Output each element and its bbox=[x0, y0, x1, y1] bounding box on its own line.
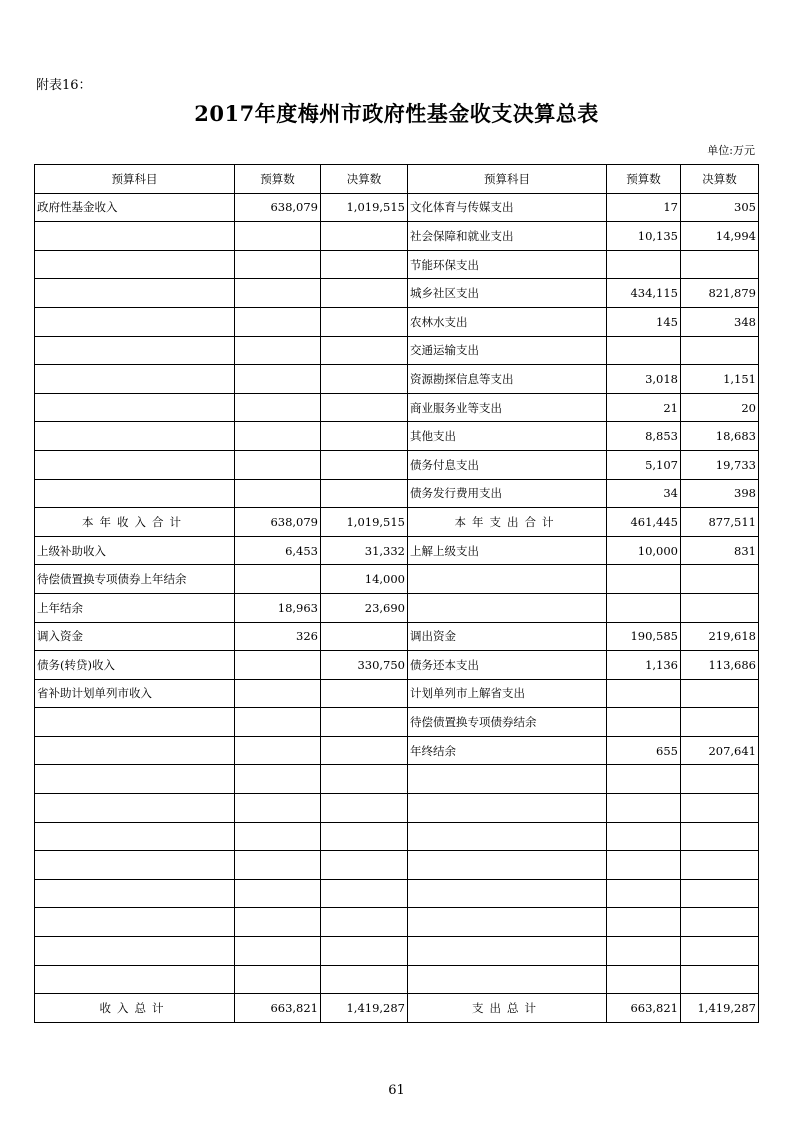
table-row bbox=[35, 765, 759, 794]
expense-item-cell: 债务发行费用支出 bbox=[408, 479, 607, 508]
expense-item-cell bbox=[408, 937, 607, 966]
expense-item-cell: 其他支出 bbox=[408, 422, 607, 451]
expense-budget-cell: 10,135 bbox=[607, 222, 681, 251]
table-row bbox=[35, 736, 759, 765]
expense-item-cell: 文化体育与传媒支出 bbox=[408, 193, 607, 222]
expense-final-cell bbox=[681, 250, 759, 279]
income-item-cell bbox=[35, 479, 235, 508]
income-item-cell: 政府性基金收入 bbox=[35, 193, 235, 222]
expense-budget-cell: 434,115 bbox=[607, 279, 681, 308]
income-final-cell bbox=[321, 250, 408, 279]
expense-final-cell: 398 bbox=[681, 479, 759, 508]
income-budget-cell bbox=[235, 651, 321, 680]
income-item-cell bbox=[35, 965, 235, 994]
expense-item-cell: 债务付息支出 bbox=[408, 450, 607, 479]
expense-budget-cell: 655 bbox=[607, 736, 681, 765]
income-final-cell: 23,690 bbox=[321, 593, 408, 622]
table-row bbox=[35, 593, 759, 622]
income-final-cell: 330,750 bbox=[321, 651, 408, 680]
income-budget-cell bbox=[235, 565, 321, 594]
income-item-cell bbox=[35, 937, 235, 966]
expense-budget-cell bbox=[607, 822, 681, 851]
income-item-cell bbox=[35, 279, 235, 308]
expense-item-cell: 资源勘探信息等支出 bbox=[408, 365, 607, 394]
table-row bbox=[35, 536, 759, 565]
expense-item-cell: 社会保障和就业支出 bbox=[408, 222, 607, 251]
expense-final-cell bbox=[681, 565, 759, 594]
income-budget-cell bbox=[235, 450, 321, 479]
table-row bbox=[35, 279, 759, 308]
expense-final-cell bbox=[681, 336, 759, 365]
income-item-cell bbox=[35, 450, 235, 479]
expense-final-cell bbox=[681, 765, 759, 794]
income-final-cell: 1,019,515 bbox=[321, 508, 408, 537]
income-final-cell bbox=[321, 336, 408, 365]
expense-item-cell: 计划单列市上解省支出 bbox=[408, 679, 607, 708]
table-row bbox=[35, 879, 759, 908]
expense-final-cell bbox=[681, 851, 759, 880]
expense-budget-cell bbox=[607, 336, 681, 365]
expense-item-cell bbox=[408, 794, 607, 823]
expense-final-cell: 305 bbox=[681, 193, 759, 222]
income-item-cell: 本年收入合计 bbox=[35, 508, 235, 537]
expense-budget-cell: 5,107 bbox=[607, 450, 681, 479]
expense-budget-cell: 21 bbox=[607, 393, 681, 422]
table-row bbox=[35, 679, 759, 708]
expense-item-cell: 城乡社区支出 bbox=[408, 279, 607, 308]
expense-budget-cell bbox=[607, 965, 681, 994]
income-budget-cell bbox=[235, 937, 321, 966]
expense-item-cell bbox=[408, 565, 607, 594]
income-budget-cell bbox=[235, 765, 321, 794]
header-expense-item: 预算科目 bbox=[408, 165, 607, 194]
expense-budget-cell bbox=[607, 565, 681, 594]
table-header-row bbox=[35, 165, 759, 194]
table-row bbox=[35, 908, 759, 937]
income-budget-cell: 18,963 bbox=[235, 593, 321, 622]
income-final-cell bbox=[321, 679, 408, 708]
expense-final-cell bbox=[681, 593, 759, 622]
table-row bbox=[35, 422, 759, 451]
income-final-cell bbox=[321, 708, 408, 737]
expense-budget-cell bbox=[607, 879, 681, 908]
income-final-cell bbox=[321, 450, 408, 479]
table-row bbox=[35, 393, 759, 422]
income-budget-cell bbox=[235, 851, 321, 880]
income-final-cell bbox=[321, 222, 408, 251]
income-final-cell bbox=[321, 393, 408, 422]
income-item-cell: 调入资金 bbox=[35, 622, 235, 651]
expense-item-cell: 商业服务业等支出 bbox=[408, 393, 607, 422]
table-row bbox=[35, 336, 759, 365]
income-budget-cell bbox=[235, 336, 321, 365]
expense-final-cell: 821,879 bbox=[681, 279, 759, 308]
income-item-cell bbox=[35, 708, 235, 737]
table-row bbox=[35, 450, 759, 479]
expense-budget-cell: 190,585 bbox=[607, 622, 681, 651]
expense-budget-cell: 17 bbox=[607, 193, 681, 222]
expense-final-cell bbox=[681, 708, 759, 737]
header-expense-final: 决算数 bbox=[681, 165, 759, 194]
income-item-cell bbox=[35, 422, 235, 451]
income-final-cell bbox=[321, 937, 408, 966]
income-budget-cell bbox=[235, 279, 321, 308]
table-body bbox=[35, 193, 759, 1022]
expense-final-cell bbox=[681, 937, 759, 966]
expense-item-cell bbox=[408, 965, 607, 994]
income-budget-cell bbox=[235, 965, 321, 994]
expense-item-cell bbox=[408, 879, 607, 908]
expense-budget-cell bbox=[607, 679, 681, 708]
income-final-cell bbox=[321, 479, 408, 508]
expense-item-cell: 支出总计 bbox=[408, 994, 607, 1023]
page-number: 61 bbox=[388, 1083, 405, 1098]
income-budget-cell bbox=[235, 679, 321, 708]
expense-item-cell bbox=[408, 765, 607, 794]
table-row bbox=[35, 937, 759, 966]
income-item-cell bbox=[35, 393, 235, 422]
expense-final-cell: 14,994 bbox=[681, 222, 759, 251]
income-item-cell: 省补助计划单列市收入 bbox=[35, 679, 235, 708]
income-item-cell bbox=[35, 851, 235, 880]
table-row bbox=[35, 365, 759, 394]
expense-budget-cell bbox=[607, 908, 681, 937]
income-budget-cell: 638,079 bbox=[235, 508, 321, 537]
income-item-cell bbox=[35, 307, 235, 336]
expense-item-cell bbox=[408, 822, 607, 851]
income-final-cell bbox=[321, 279, 408, 308]
income-final-cell bbox=[321, 822, 408, 851]
income-final-cell bbox=[321, 622, 408, 651]
income-final-cell: 1,419,287 bbox=[321, 994, 408, 1023]
income-budget-cell bbox=[235, 879, 321, 908]
expense-item-cell bbox=[408, 908, 607, 937]
expense-final-cell: 831 bbox=[681, 536, 759, 565]
income-item-cell bbox=[35, 908, 235, 937]
income-budget-cell bbox=[235, 393, 321, 422]
expense-budget-cell bbox=[607, 593, 681, 622]
expense-final-cell bbox=[681, 822, 759, 851]
table-row bbox=[35, 307, 759, 336]
table-row bbox=[35, 994, 759, 1023]
income-final-cell: 31,332 bbox=[321, 536, 408, 565]
income-item-cell bbox=[35, 822, 235, 851]
table-row bbox=[35, 851, 759, 880]
income-final-cell bbox=[321, 422, 408, 451]
table-row bbox=[35, 965, 759, 994]
income-final-cell bbox=[321, 365, 408, 394]
expense-item-cell bbox=[408, 851, 607, 880]
expense-final-cell: 19,733 bbox=[681, 450, 759, 479]
expense-budget-cell bbox=[607, 765, 681, 794]
expense-budget-cell bbox=[607, 794, 681, 823]
expense-final-cell bbox=[681, 794, 759, 823]
page-title: 2017年度梅州市政府性基金收支决算总表 bbox=[194, 101, 599, 126]
income-item-cell bbox=[35, 222, 235, 251]
table-row bbox=[35, 479, 759, 508]
expense-budget-cell bbox=[607, 708, 681, 737]
income-budget-cell: 638,079 bbox=[235, 193, 321, 222]
unit-label: 单位:万元 bbox=[707, 144, 755, 157]
income-final-cell bbox=[321, 851, 408, 880]
income-budget-cell bbox=[235, 222, 321, 251]
expense-final-cell: 877,511 bbox=[681, 508, 759, 537]
income-final-cell bbox=[321, 908, 408, 937]
expense-item-cell: 农林水支出 bbox=[408, 307, 607, 336]
income-budget-cell bbox=[235, 422, 321, 451]
table-row bbox=[35, 250, 759, 279]
expense-budget-cell: 1,136 bbox=[607, 651, 681, 680]
expense-final-cell bbox=[681, 965, 759, 994]
expense-item-cell: 交通运输支出 bbox=[408, 336, 607, 365]
expense-item-cell: 年终结余 bbox=[408, 736, 607, 765]
expense-final-cell: 113,686 bbox=[681, 651, 759, 680]
income-final-cell bbox=[321, 307, 408, 336]
income-budget-cell: 663,821 bbox=[235, 994, 321, 1023]
income-budget-cell bbox=[235, 479, 321, 508]
table-row bbox=[35, 822, 759, 851]
header-income-budget: 预算数 bbox=[235, 165, 321, 194]
table-row bbox=[35, 708, 759, 737]
income-item-cell bbox=[35, 365, 235, 394]
expense-item-cell: 本年支出合计 bbox=[408, 508, 607, 537]
expense-item-cell bbox=[408, 593, 607, 622]
expense-final-cell bbox=[681, 879, 759, 908]
expense-budget-cell: 10,000 bbox=[607, 536, 681, 565]
table-row bbox=[35, 622, 759, 651]
table-row bbox=[35, 794, 759, 823]
expense-final-cell: 18,683 bbox=[681, 422, 759, 451]
income-final-cell bbox=[321, 879, 408, 908]
income-budget-cell bbox=[235, 908, 321, 937]
expense-item-cell: 节能环保支出 bbox=[408, 250, 607, 279]
header-expense-budget: 预算数 bbox=[607, 165, 681, 194]
expense-budget-cell: 461,445 bbox=[607, 508, 681, 537]
income-item-cell bbox=[35, 879, 235, 908]
income-budget-cell bbox=[235, 708, 321, 737]
expense-item-cell: 债务还本支出 bbox=[408, 651, 607, 680]
income-item-cell bbox=[35, 736, 235, 765]
expense-item-cell: 上解上级支出 bbox=[408, 536, 607, 565]
expense-budget-cell bbox=[607, 851, 681, 880]
income-budget-cell: 6,453 bbox=[235, 536, 321, 565]
expense-budget-cell: 34 bbox=[607, 479, 681, 508]
income-item-cell bbox=[35, 336, 235, 365]
expense-budget-cell: 663,821 bbox=[607, 994, 681, 1023]
income-budget-cell: 326 bbox=[235, 622, 321, 651]
income-item-cell: 收入总计 bbox=[35, 994, 235, 1023]
income-final-cell bbox=[321, 794, 408, 823]
expense-final-cell bbox=[681, 908, 759, 937]
budget-table bbox=[34, 164, 759, 1023]
expense-budget-cell bbox=[607, 250, 681, 279]
income-final-cell bbox=[321, 965, 408, 994]
expense-final-cell: 348 bbox=[681, 307, 759, 336]
expense-final-cell: 219,618 bbox=[681, 622, 759, 651]
expense-item-cell: 调出资金 bbox=[408, 622, 607, 651]
expense-final-cell: 20 bbox=[681, 393, 759, 422]
table-row bbox=[35, 508, 759, 537]
income-budget-cell bbox=[235, 365, 321, 394]
income-item-cell: 待偿债置换专项债券上年结余 bbox=[35, 565, 235, 594]
income-budget-cell bbox=[235, 250, 321, 279]
header-income-final: 决算数 bbox=[321, 165, 408, 194]
table-row bbox=[35, 222, 759, 251]
income-budget-cell bbox=[235, 794, 321, 823]
income-item-cell: 债务(转贷)收入 bbox=[35, 651, 235, 680]
income-final-cell: 14,000 bbox=[321, 565, 408, 594]
attachment-label: 附表16： bbox=[36, 78, 92, 93]
income-final-cell: 1,019,515 bbox=[321, 193, 408, 222]
income-item-cell bbox=[35, 794, 235, 823]
expense-final-cell: 1,419,287 bbox=[681, 994, 759, 1023]
expense-final-cell: 1,151 bbox=[681, 365, 759, 394]
income-budget-cell bbox=[235, 822, 321, 851]
expense-budget-cell: 145 bbox=[607, 307, 681, 336]
income-final-cell bbox=[321, 736, 408, 765]
table-row bbox=[35, 193, 759, 222]
income-item-cell: 上年结余 bbox=[35, 593, 235, 622]
income-item-cell bbox=[35, 765, 235, 794]
income-budget-cell bbox=[235, 307, 321, 336]
expense-final-cell bbox=[681, 679, 759, 708]
income-item-cell: 上级补助收入 bbox=[35, 536, 235, 565]
table-row bbox=[35, 565, 759, 594]
header-income-item: 预算科目 bbox=[35, 165, 235, 194]
expense-item-cell: 待偿债置换专项债券结余 bbox=[408, 708, 607, 737]
expense-budget-cell: 8,853 bbox=[607, 422, 681, 451]
income-item-cell bbox=[35, 250, 235, 279]
table-row bbox=[35, 651, 759, 680]
income-budget-cell bbox=[235, 736, 321, 765]
income-final-cell bbox=[321, 765, 408, 794]
expense-budget-cell: 3,018 bbox=[607, 365, 681, 394]
expense-budget-cell bbox=[607, 937, 681, 966]
expense-final-cell: 207,641 bbox=[681, 736, 759, 765]
